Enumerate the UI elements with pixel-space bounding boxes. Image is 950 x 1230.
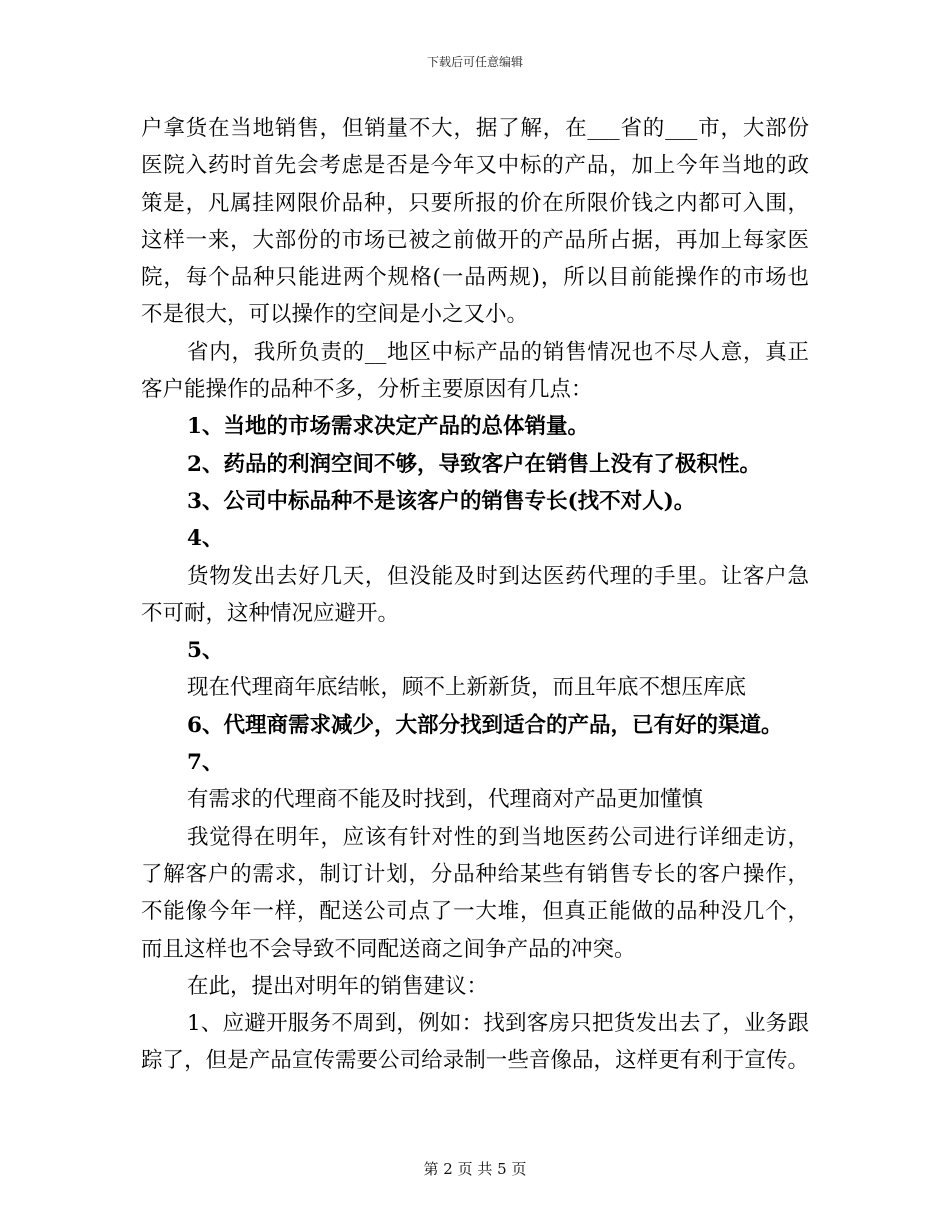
page-footer: 第 2 页 共 5 页 [423, 1160, 527, 1178]
body-line: 不是很大，可以操作的空间是小之又小。 [141, 302, 529, 328]
list-item-5: 5、 [187, 638, 224, 664]
body-line: 货物发出去好几天，但没能及时到达医药代理的手里。让客户急 [187, 563, 809, 589]
document-body [141, 110, 809, 1080]
list-item-1: 1、当地的市场需求决定产品的总体销量。 [187, 414, 589, 440]
body-line: 现在代理商年底结帐，顾不上新新货，而且年底不想压库底 [187, 675, 747, 701]
body-line: 踪了，但是产品宣传需要公司给录制一些音像品，这样更有利于宣传。 [141, 1048, 809, 1074]
list-item-3: 3、公司中标品种不是该客户的销售专长(找不对人)。 [187, 488, 696, 514]
page-header: 下载后可任意编辑 [426, 55, 523, 69]
body-line: 了解客户的需求，制订计划，分品种给某些有销售专长的客户操作， [141, 861, 809, 887]
body-line: 策是，凡属挂网限价品种，只要所报的价在所限价钱之内都可入围， [141, 190, 809, 216]
body-line: 客户能操作的品种不多，分析主要原因有几点： [141, 377, 593, 403]
body-line: 这样一来，大部份的市场已被之前做开的产品所占据，再加上每家医 [141, 227, 809, 253]
list-item-4: 4、 [187, 526, 224, 552]
body-line: 我觉得在明年，应该有针对性的到当地医药公司进行详细走访， [187, 824, 809, 850]
body-line: 有需求的代理商不能及时找到，代理商对产品更加懂慎 [187, 787, 704, 813]
body-line: 在此，提出对明年的销售建议： [187, 973, 489, 999]
body-line: 省内，我所负责的__地区中标产品的销售情况也不尽人意，真正 [187, 339, 809, 365]
body-line: 1、应避开服务不周到，例如：找到客房只把货发出去了，业务跟 [187, 1011, 809, 1037]
list-item-6: 6、代理商需求减少，大部分找到适合的产品，已有好的渠道。 [187, 712, 783, 738]
body-line: 不可耐，这种情况应避开。 [141, 600, 400, 626]
body-line: 不能像今年一样，配送公司点了一大堆，但真正能做的品种没几个， [141, 899, 809, 925]
body-line: 医院入药时首先会考虑是否是今年又中标的产品，加上今年当地的政 [141, 153, 809, 179]
body-line: 户拿货在当地销售，但销量不大，据了解，在___省的___市，大部份 [141, 116, 809, 141]
list-item-2: 2、药品的利润空间不够，导致客户在销售上没有了极积性。 [187, 451, 761, 477]
body-line: 而且这样也不会导致不同配送商之间争产品的冲突。 [141, 936, 636, 962]
list-item-7: 7、 [187, 750, 224, 776]
body-line: 院，每个品种只能进两个规格(一品两规)，所以目前能操作的市场也 [141, 265, 809, 291]
